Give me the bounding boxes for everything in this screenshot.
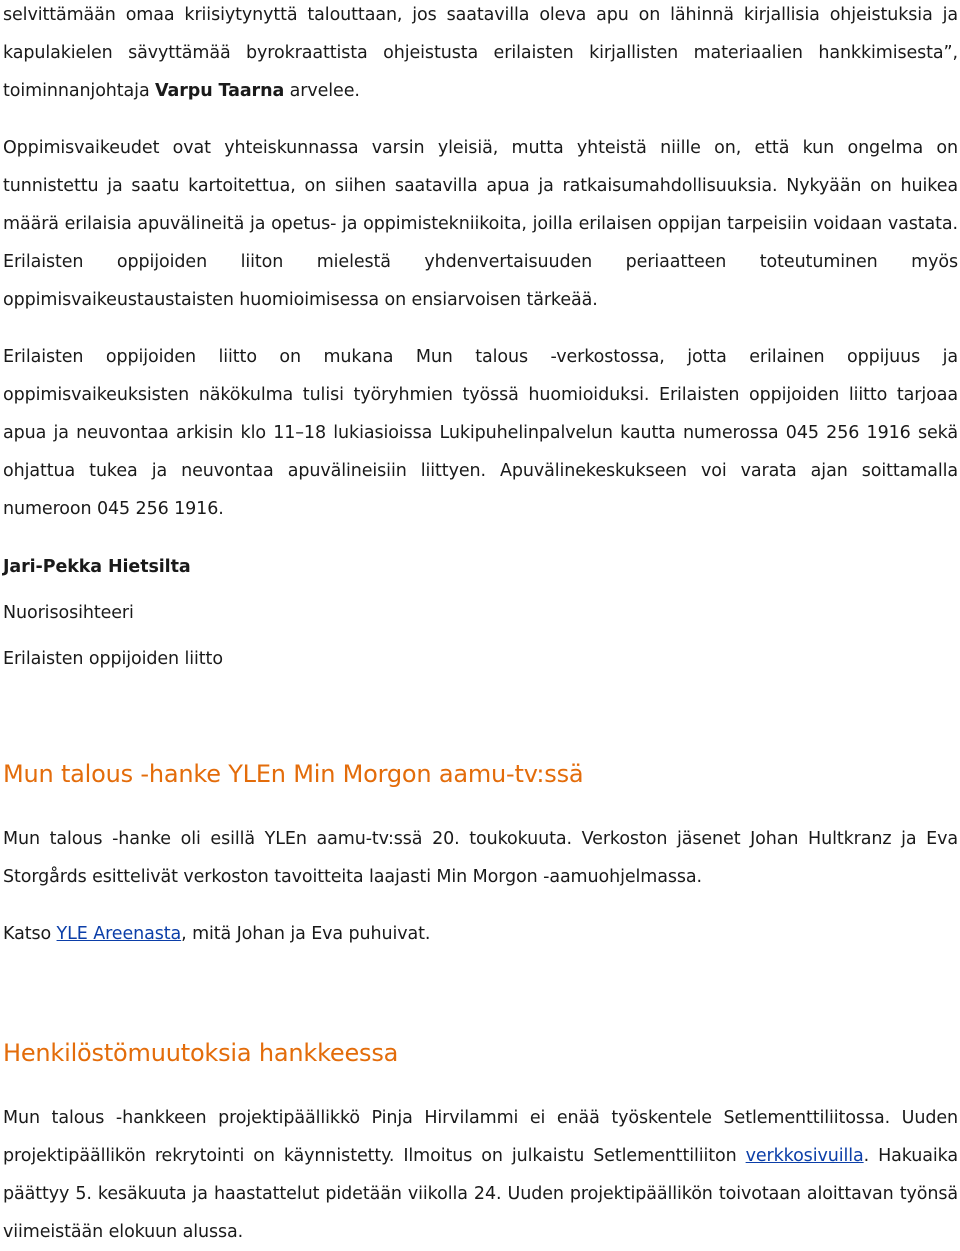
document-page bbox=[3, 0, 958, 1251]
website-link[interactable]: verkkosivuilla bbox=[745, 1146, 864, 1166]
signature-organization: Erilaisten oppijoiden liitto bbox=[3, 649, 223, 669]
section-heading-staff-changes: Henkilöstömuutoksia hankkeessa bbox=[3, 1039, 399, 1067]
section-heading-yle: Mun talous -hanke YLEn Min Morgon aamu-tv:ssä bbox=[3, 760, 584, 788]
organization-services-paragraph: Erilaisten oppijoiden liitto on mukana Mun talous -verkostossa, jotta erilainen oppijuus ja oppimisvaikeuksisten näkökulma tulisi työryhmien työssä huomioiduksi. Erilaisten oppijoiden liitto tarjoaa apua ja neuvontaa arkisin klo 11–18 lukiasioissa Lukipuhelinpalvelun kautta numerossa 045 256 1916 sekä ohjattua tukea ja neuvontaa apuvälineisiin liittyen. Apuvälinekeskukseen voi varata ajan soittamalla numeroon 045 256 1916. bbox=[3, 347, 958, 519]
learning-difficulties-paragraph: Oppimisvaikeudet ovat yhteiskunnassa varsin yleisiä, mutta yhteistä niille on, että kun ongelma on tunnistettu ja saatu kartoitettua, on siihen saatavilla apua ja ratkaisumahdollisuuksia. Nykyään on huikea määrä erilaisia apuvälineitä ja opetus- ja oppimistekniikoita, joilla erilaisen oppijan tarpeisiin voidaan vastata. Erilaisten oppijoiden liiton mielestä yhdenvertaisuuden periaatteen toteutuminen myös oppimisvaikeustaustaisten huomioimisessa on ensiarvoisen tärkeää. bbox=[3, 138, 958, 310]
staff-changes-paragraph bbox=[3, 1099, 958, 1251]
watch-text-after: , mitä Johan ja Eva puhuivat. bbox=[181, 924, 431, 944]
signature-title: Nuorisosihteeri bbox=[3, 603, 134, 623]
staff-text-after: . Hakuaika päättyy 5. kesäkuuta ja haastattelut pidetään viikolla 24. Uuden projektipäällikön toivotaan aloittavan työnsä viimeistään elokuun alussa. bbox=[3, 1146, 958, 1242]
intro-text-after: arvelee. bbox=[284, 81, 360, 101]
yle-areena-link[interactable]: YLE Areenasta bbox=[56, 924, 182, 944]
watch-paragraph bbox=[3, 915, 958, 953]
staff-text-before: Mun talous -hankkeen projektipäällikkö Pinja Hirvilammi ei enää työskentele Setlementtiliitossa. Uuden projektipäällikön rekrytointi on käynnistetty. Ilmoitus on julkaistu Setlementtiliiton bbox=[3, 1108, 958, 1166]
signature-name: Jari-Pekka Hietsilta bbox=[3, 557, 191, 577]
intro-paragraph bbox=[3, 0, 958, 110]
intro-person-name: Varpu Taarna bbox=[155, 81, 285, 101]
yle-paragraph: Mun talous -hanke oli esillä YLEn aamu-tv:ssä 20. toukokuuta. Verkoston jäsenet Johan Hultkranz ja Eva Storgårds esittelivät verkoston tavoitteita laajasti Min Morgon -aamuohjelmassa. bbox=[3, 829, 958, 887]
watch-text-before: Katso bbox=[3, 924, 57, 944]
intro-text-before: selvittämään omaa kriisiytynyttä talouttaan, jos saatavilla oleva apu on lähinnä kirjallisia ohjeistuksia ja kapulakielen sävyttämää byrokraattista ohjeistusta erilaisten kirjallisten materiaalien hankkimisesta”, toiminnanjohtaja bbox=[3, 5, 958, 101]
